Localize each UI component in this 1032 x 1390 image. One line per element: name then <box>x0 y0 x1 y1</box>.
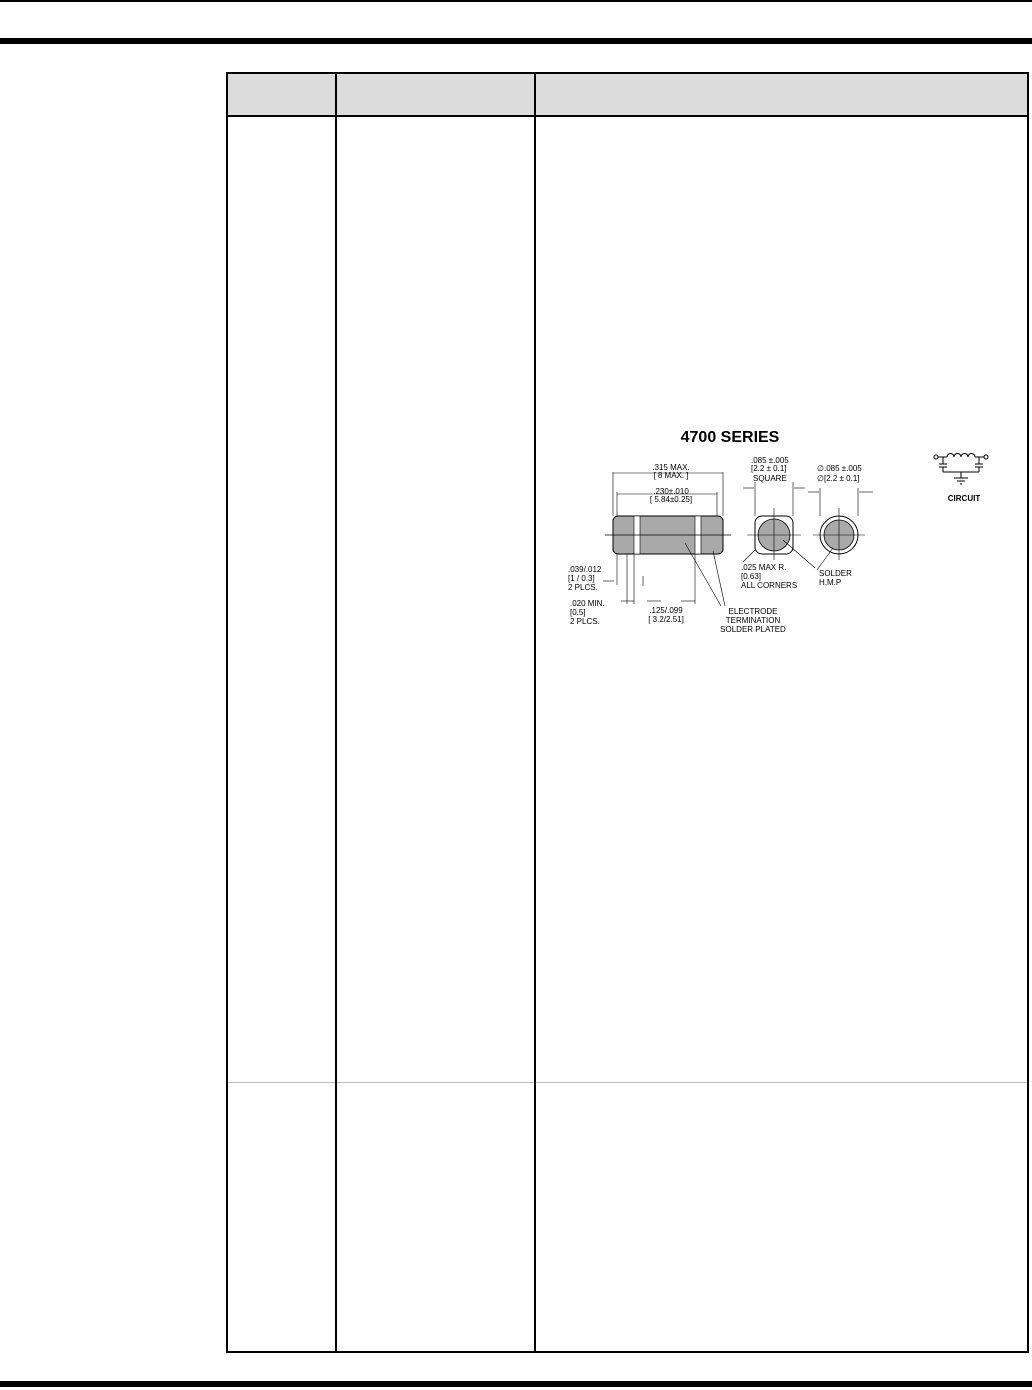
drawing-title: 4700 SERIES <box>680 429 780 446</box>
round-end-view <box>783 488 873 570</box>
dim-termination-metric: [ 3.2/2.51] <box>648 615 684 624</box>
dim-square-metric: [2.2 ± 0.1] <box>751 464 787 473</box>
footer-rule <box>0 1381 1032 1387</box>
dim-body-length: .230±.010 <box>653 487 689 496</box>
dim-overall-length: .315 MAX. <box>652 463 690 472</box>
content-table <box>226 72 1029 1353</box>
top-rule <box>0 0 1032 2</box>
dim-square: .085 ±.005 <box>751 456 789 465</box>
electrode-termination-label: TERMINATION <box>725 616 781 625</box>
row-separator <box>536 1082 1027 1083</box>
dim-gap: .020 MIN. <box>570 599 605 608</box>
dim-corner-radius: .025 MAX R. <box>741 563 787 572</box>
dim-band-count: 2 PLCS. <box>568 583 598 592</box>
dim-square-label: SQUARE <box>753 474 787 483</box>
dim-body-length-metric: [ 5.84±0.25] <box>649 495 693 504</box>
dim-corner-radius-metric: [0.63] <box>741 572 762 581</box>
dim-band-metric: [1 / 0.3] <box>568 574 595 583</box>
row-separator <box>337 1082 534 1083</box>
header-rule <box>0 38 1032 44</box>
dim-gap-count: 2 PLCS. <box>570 617 600 626</box>
circuit-schematic <box>934 454 988 485</box>
dim-gap-metric: [0.5] <box>570 608 586 617</box>
component-drawing <box>555 420 1015 650</box>
table-header-row <box>228 74 1027 117</box>
square-end-view <box>743 482 805 562</box>
solder-label: SOLDER <box>819 569 852 578</box>
column-divider-2 <box>534 74 536 1351</box>
row-separator <box>228 1082 335 1083</box>
column-divider-1 <box>335 74 337 1351</box>
electrode-plating-label: SOLDER PLATED <box>720 625 786 634</box>
dim-diameter: ∅.085 ±.005 <box>817 464 862 473</box>
electrode-label: ELECTRODE <box>728 607 778 616</box>
dim-overall-length-metric: [ 8 MAX. ] <box>653 471 689 480</box>
dim-band: .039/.012 <box>568 565 602 574</box>
dim-diameter-metric: ∅[2.2 ± 0.1] <box>817 474 860 483</box>
circuit-label: CIRCUIT <box>947 494 981 503</box>
dim-corner-label: ALL CORNERS <box>741 581 798 590</box>
dim-termination: .125/.099 <box>649 606 683 615</box>
solder-type: H.M.P <box>819 578 842 587</box>
